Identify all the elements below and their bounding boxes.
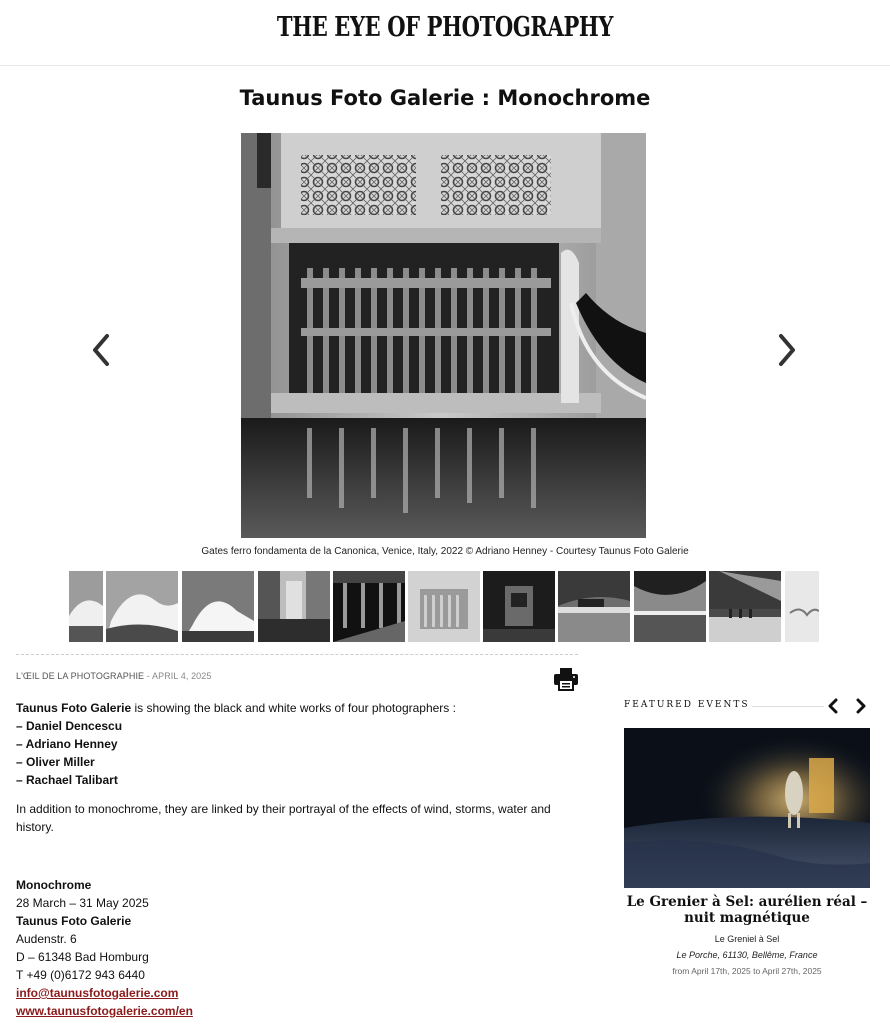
printer-icon: [553, 667, 579, 691]
photographer-item: – Rachael Talibart: [16, 773, 118, 787]
featured-event-title[interactable]: Le Grenier à Sel: aurélien réal – nuit magnétique: [626, 894, 868, 926]
info-street: Audenstr. 6: [16, 932, 77, 946]
featured-events-label: FEATURED EVENTS: [624, 700, 750, 710]
chevron-right-icon: [772, 330, 802, 370]
thumbnail[interactable]: [634, 571, 706, 642]
thumbnail[interactable]: [408, 571, 480, 642]
exhibition-dates: 28 March – 31 May 2025: [16, 896, 149, 910]
chevron-left-icon: [86, 330, 116, 370]
thumbnail[interactable]: [69, 571, 103, 642]
thumbnail[interactable]: [258, 571, 330, 642]
print-button[interactable]: [553, 667, 579, 691]
slider-next-button[interactable]: [772, 330, 802, 370]
main-slide-image: [241, 133, 646, 538]
article-body: [16, 699, 576, 1020]
thumbnail[interactable]: [483, 571, 555, 642]
thumbnail[interactable]: [333, 571, 405, 642]
featured-events-header: [624, 698, 870, 714]
image-caption: Gates ferro fondamenta de la Canonica, Venice, Italy, 2022 © Adriano Henney - Courtesy Taunus Foto Galerie: [201, 546, 689, 557]
chevron-left-icon: [824, 698, 842, 714]
gallery-name: Taunus Foto Galerie: [16, 701, 132, 715]
website-link[interactable]: www.taunusfotogalerie.com/en: [16, 1004, 193, 1018]
info-city: D – 61348 Bad Homburg: [16, 950, 149, 964]
photographer-item: – Oliver Miller: [16, 755, 95, 769]
thumbnail[interactable]: [785, 571, 819, 642]
date-separator: -: [144, 671, 152, 681]
exhibition-name: Monochrome: [16, 878, 92, 892]
info-phone: T +49 (0)6172 943 6440: [16, 968, 145, 982]
featured-event-dates: from April 17th, 2025 to April 27th, 2025: [672, 966, 822, 976]
article-divider: [16, 654, 578, 655]
photographer-item: – Daniel Dencescu: [16, 719, 123, 733]
thumbnail[interactable]: [709, 571, 781, 642]
featured-event-address: Le Porche, 61130, Bellême, France: [676, 950, 818, 960]
site-header: [0, 0, 890, 66]
thumbnail[interactable]: [106, 571, 178, 642]
article-author[interactable]: L'ŒIL DE LA PHOTOGRAPHIE: [16, 671, 145, 681]
thumbnail[interactable]: [558, 571, 630, 642]
article-title: Taunus Foto Galerie : Monochrome: [239, 86, 651, 110]
article-meta: [16, 671, 212, 681]
article-intro: [16, 699, 576, 717]
thumbnail[interactable]: [182, 571, 254, 642]
info-gallery: Taunus Foto Galerie: [16, 914, 132, 928]
site-logo[interactable]: THE EYE OF PHOTOGRAPHY: [276, 12, 614, 43]
slider-prev-button[interactable]: [86, 330, 116, 370]
email-link[interactable]: info@taunusfotogalerie.com: [16, 986, 179, 1000]
featured-event-image[interactable]: [624, 728, 870, 888]
photographer-item: – Adriano Henney: [16, 737, 118, 751]
featured-event-venue: Le Greniel à Sel: [714, 934, 780, 944]
featured-divider: [752, 706, 824, 707]
intro-text: is showing the black and white works of four photographers :: [131, 701, 456, 715]
featured-next-button[interactable]: [852, 698, 870, 714]
featured-prev-button[interactable]: [824, 698, 842, 714]
article-paragraph: In addition to monochrome, they are linked by their portrayal of the effects of wind, storms, water and history.: [16, 802, 551, 834]
article-date: APRIL 4, 2025: [151, 671, 212, 681]
chevron-right-icon: [852, 698, 870, 714]
thumbnail-strip: [69, 571, 819, 642]
